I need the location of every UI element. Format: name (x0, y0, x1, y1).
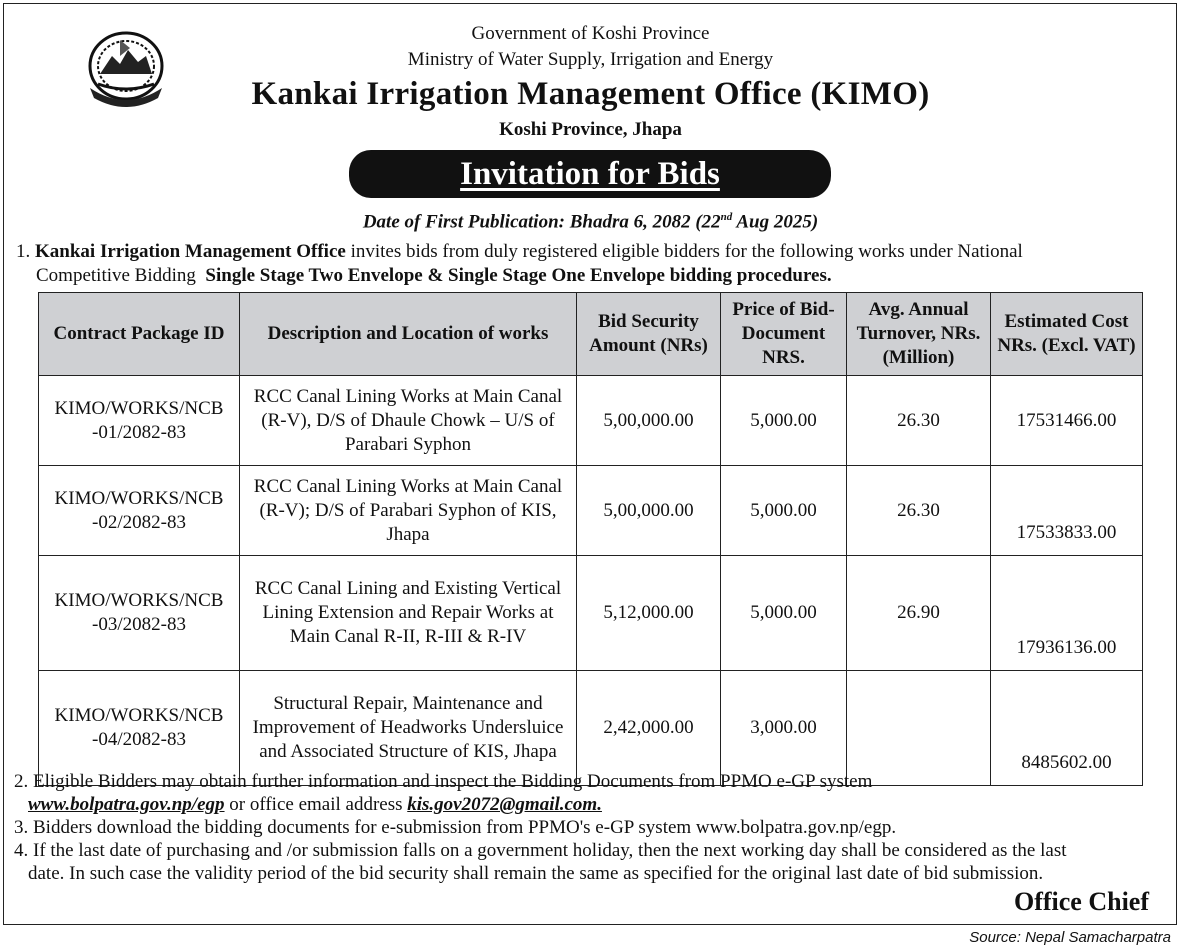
description-cell: RCC Canal Lining Works at Main Canal (R-V); D/S of Parabari Syphon of KIS, Jhapa (240, 466, 577, 556)
turnover-cell (847, 671, 991, 786)
header-turnover: Avg. Annual Turnover, NRs. (Million) (847, 293, 991, 376)
office-name-lead: Kankai Irrigation Management Office (35, 241, 346, 262)
office-email-link[interactable]: kis.gov2072@gmail.com. (407, 794, 602, 815)
bid-security-cell: 2,42,000.00 (577, 671, 721, 786)
price-cell: 3,000.00 (721, 671, 847, 786)
bids-table (38, 292, 1143, 786)
turnover-cell: 26.30 (847, 466, 991, 556)
signature-office-chief: Office Chief (1013, 887, 1149, 916)
invitation-banner (349, 150, 831, 198)
package-id-cell: KIMO/WORKS/NCB -01/2082-83 (39, 376, 240, 466)
header-description: Description and Location of works (240, 293, 577, 376)
banner-text: Invitation for Bids (460, 156, 720, 192)
cost-cell: 8485602.00 (991, 671, 1143, 786)
table-row (39, 671, 1143, 786)
cost-cell: 17936136.00 (991, 556, 1143, 671)
note-4-line2: date. In such case the validity period of the bid security shall remain the same as specified for the original last date of bid submission. (28, 863, 1044, 884)
package-id-cell: KIMO/WORKS/NCB -03/2082-83 (39, 556, 240, 671)
price-cell: 5,000.00 (721, 466, 847, 556)
turnover-cell: 26.30 (847, 376, 991, 466)
note-2-line2: www.bolpatra.gov.np/egp or office email address kis.gov2072@gmail.com. (28, 794, 602, 815)
price-cell: 5,000.00 (721, 376, 847, 466)
cost-cell: 17533833.00 (991, 466, 1143, 556)
source-credit: Source: Nepal Samacharpatra (969, 929, 1171, 946)
header-bid-security: Bid Security Amount (NRs) (577, 293, 721, 376)
price-cell: 5,000.00 (721, 556, 847, 671)
table-row (39, 466, 1143, 556)
office-title: Kankai Irrigation Management Office (KIMO) (251, 76, 930, 112)
header-price: Price of Bid-Document NRS. (721, 293, 847, 376)
description-cell: Structural Repair, Maintenance and Improvement of Headworks Undersluice and Associated Structure of KIS, Jhapa (240, 671, 577, 786)
table-row (39, 556, 1143, 671)
notes-section (14, 770, 1170, 885)
note-4-line1: 4. If the last date of purchasing and /or submission falls on a government holiday, then the next working day shall be considered as the last (14, 840, 1067, 861)
bid-security-cell: 5,12,000.00 (577, 556, 721, 671)
bid-security-cell: 5,00,000.00 (577, 376, 721, 466)
note-2-line1: 2. Eligible Bidders may obtain further information and inspect the Bidding Documents from PPMO e-GP system (14, 771, 873, 792)
table-header-row (39, 293, 1143, 376)
package-id-cell: KIMO/WORKS/NCB -04/2082-83 (39, 671, 240, 786)
turnover-cell: 26.90 (847, 556, 991, 671)
bolpatra-link[interactable]: www.bolpatra.gov.np/egp (28, 794, 225, 815)
office-location: Koshi Province, Jhapa (499, 119, 682, 140)
bid-security-cell: 5,00,000.00 (577, 466, 721, 556)
government-line: Government of Koshi Province (471, 23, 710, 44)
cost-cell: 17531466.00 (991, 376, 1143, 466)
note-3: 3. Bidders download the bidding documents for e-submission from PPMO's e-GP system www.bolpatra.gov.np/egp. (14, 817, 897, 838)
paragraph-1: 1. Kankai Irrigation Management Office invites bids from duly registered eligible bidders for the following works under National Competitive Bidding Single Stage Two Envelope & Single Stage One Envelope bidding procedures. (16, 241, 1023, 286)
description-cell: RCC Canal Lining and Existing Vertical Lining Extension and Repair Works at Main Canal R-II, R-III & R-IV (240, 556, 577, 671)
table-row (39, 376, 1143, 466)
package-id-cell: KIMO/WORKS/NCB -02/2082-83 (39, 466, 240, 556)
publication-date: Date of First Publication: Bhadra 6, 2082 (22nd Aug 2025) (362, 211, 819, 233)
header-package-id: Contract Package ID (39, 293, 240, 376)
header-cost: Estimated Cost NRs. (Excl. VAT) (991, 293, 1143, 376)
ministry-line: Ministry of Water Supply, Irrigation and Energy (407, 49, 774, 70)
description-cell: RCC Canal Lining Works at Main Canal (R-V), D/S of Dhaule Chowk – U/S of Parabari Syphon (240, 376, 577, 466)
